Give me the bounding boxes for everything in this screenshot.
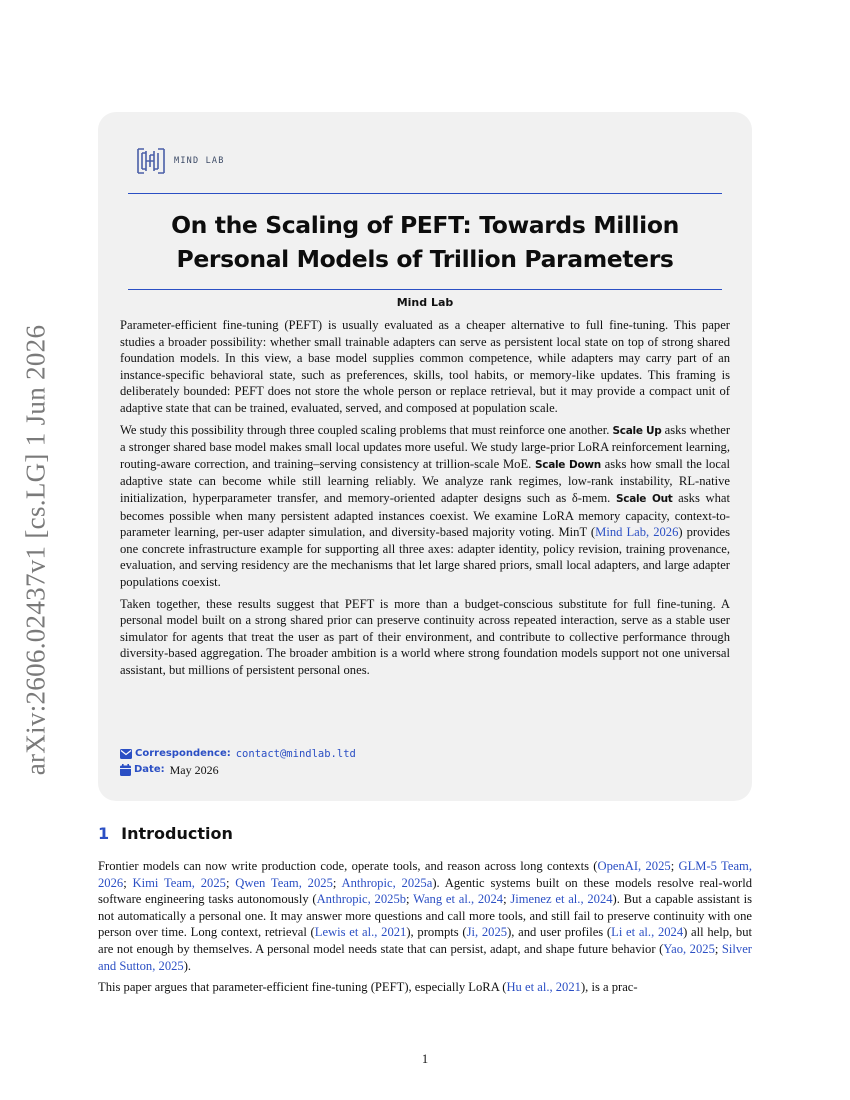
text-run: ; <box>670 859 679 873</box>
logo-text: MIND LAB <box>174 156 225 166</box>
abstract-tail: ) provides one concrete infrastructure example for supporting all three axes: adapter identity, policy revision, training provenance, evaluation, and serving residency are the mechanisms that let large shared priors, small local adapters, and large adapter populations coexist. <box>120 525 730 589</box>
correspondence-row <box>120 746 356 762</box>
text-run: Frontier models can now write production code, operate tools, and reason across long contexts ( <box>98 859 598 873</box>
section-number: 1 <box>98 824 110 843</box>
abstract-lead: We study this possibility through three coupled scaling problems that must reinforce one another. <box>120 422 610 437</box>
citation-link[interactable]: Li et al., 2024 <box>611 925 684 940</box>
citation-link[interactable]: Mind Lab, 2026 <box>595 525 679 540</box>
abstract-paragraph-1: Parameter-efficient fine-tuning (PEFT) is usually evaluated as a cheaper alternative to full fine-tuning. This paper studies a broader possibility: whether small trainable adapters can serve as persistent local state on top of strong shared foundation models. In this view, a base model supplies common competence, while adapters may carry part of an instance-specific behavioral state, such as preferences, skills, tool habits, or memory-like updates. This framing is deliberately bounded: PEFT does not store the whole person or replace retrieval, but it may provide a compact unit of adaptive state that can be trained, evaluated, served, and composed at population scale. <box>120 318 730 415</box>
correspondence-label: Correspondence: <box>135 748 231 759</box>
citation-link[interactable]: Hu et al., 2021 <box>506 980 581 995</box>
citation-link[interactable]: Silver and Sutton, 2025 <box>98 941 752 973</box>
citation-link[interactable]: Anthropic, 2025a <box>341 875 433 890</box>
logo <box>136 145 225 177</box>
abstract-paragraph-2 <box>120 422 730 591</box>
arxiv-identifier <box>10 0 62 1100</box>
citation-link[interactable]: Lewis et al., 2021 <box>314 925 407 940</box>
section-heading <box>98 824 233 843</box>
calendar-icon <box>120 764 131 776</box>
text-run: This paper argues that parameter-efficient fine-tuning (PEFT), especially LoRA ( <box>98 980 507 995</box>
text-run: ; <box>406 892 414 907</box>
citation-link[interactable]: Yao, 2025 <box>663 941 715 956</box>
text-run: ). Agentic systems built on these models resolve real-world software engineering tasks autonomously ( <box>98 875 752 907</box>
scale-up-label: Scale Up <box>612 424 662 437</box>
envelope-icon <box>120 749 132 759</box>
text-run: ), is a prac- <box>580 980 638 995</box>
citation-link[interactable]: Kimi Team, 2025 <box>132 875 226 890</box>
scale-down-label: Scale Down <box>535 458 601 471</box>
text-run: ; <box>714 941 722 956</box>
citation-link[interactable]: Ji, 2025 <box>466 925 508 940</box>
scale-up-text: asks whether a stronger shared base model makes small local updates more useful. We study large-prior LoRA reinforcement learning, routing-aware correction, and training–serving consistency at trillion-scale MoE. <box>120 422 731 471</box>
scale-out-text: asks what becomes possible when many persistent adapted instances coexist. We examine LoRA memory capacity, context-to-parameter learning, per-user adapter simulation, and diversity-based majority voting. MinT ( <box>120 490 731 540</box>
scale-out-label: Scale Out <box>616 492 673 505</box>
citation-link[interactable]: OpenAI, 2025 <box>597 859 671 873</box>
text-run: ) all help, but are not enough by themselves. A personal model needs state that can persist, adapt, and shape future behavior ( <box>98 925 752 956</box>
author: Mind Lab <box>396 296 454 309</box>
arxiv-identifier-text: arXiv:2606.02437v1 [cs.LG] 1 Jun 2026 <box>20 324 51 776</box>
title-rule-top <box>128 193 722 194</box>
abstract-paragraph-3: Taken together, these results suggest that PEFT is more than a budget-conscious substitute for full fine-tuning. A personal model built on a strong shared prior can preserve continuity across repeated interaction, serve as a stable user simulator for agents that treat the user as part of their environment, and contribute to collective performance through diversity-based aggregation. The broader ambition is a world where strong foundation models support not one universal assistant, but millions of persistent personal ones. <box>120 596 730 677</box>
date-label: Date: <box>134 764 165 775</box>
text-run: ). But a capable assistant is not automatically a personal one. It may answer more questions and call more tools, and still fail to preserve continuity with one person over time. Long context, retrieval ( <box>98 892 752 940</box>
email-link[interactable]: contact@mindlab.ltd <box>235 748 356 760</box>
citation-link[interactable]: Qwen Team, 2025 <box>235 875 333 890</box>
text-run: ). <box>183 958 192 973</box>
text-run: ), prompts ( <box>406 925 467 940</box>
title-rule-bottom <box>128 289 722 290</box>
citation-link[interactable]: Jimenez et al., 2024 <box>510 892 613 907</box>
paper-meta <box>120 746 356 778</box>
paper-title: On the Scaling of PEFT: Towards Million Personal Models of Trillion Parameters <box>171 211 679 273</box>
page-number: 1 <box>421 1052 429 1066</box>
date-row <box>120 762 356 778</box>
abstract <box>120 317 730 683</box>
mind-lab-logo-icon <box>136 145 166 177</box>
text-run: ; <box>332 875 342 890</box>
abstract-card <box>98 112 752 801</box>
date-value: May 2026 <box>169 763 219 777</box>
text-run: ; <box>503 892 511 907</box>
text-run: ; <box>123 875 133 890</box>
citation-link[interactable]: GLM-5 Team, 2026 <box>98 859 752 890</box>
scale-down-text: asks how small the local adaptive state can become while still learning reliably. We analyze rank regimes, low-rank instability, RL-native initialization, hyperparameter transfer, and memory-oriented adapter designs such as δ-mem. <box>120 456 731 505</box>
citation-link[interactable]: Anthropic, 2025b <box>316 892 407 907</box>
intro-paragraph-1 <box>98 858 752 974</box>
text-run: ), and user profiles ( <box>507 925 612 940</box>
citation-link[interactable]: Wang et al., 2024 <box>413 892 504 907</box>
intro-paragraph-2 <box>98 979 752 996</box>
text-run: ; <box>225 875 236 890</box>
introduction-body <box>98 858 752 1001</box>
section-title: Introduction <box>121 824 233 843</box>
